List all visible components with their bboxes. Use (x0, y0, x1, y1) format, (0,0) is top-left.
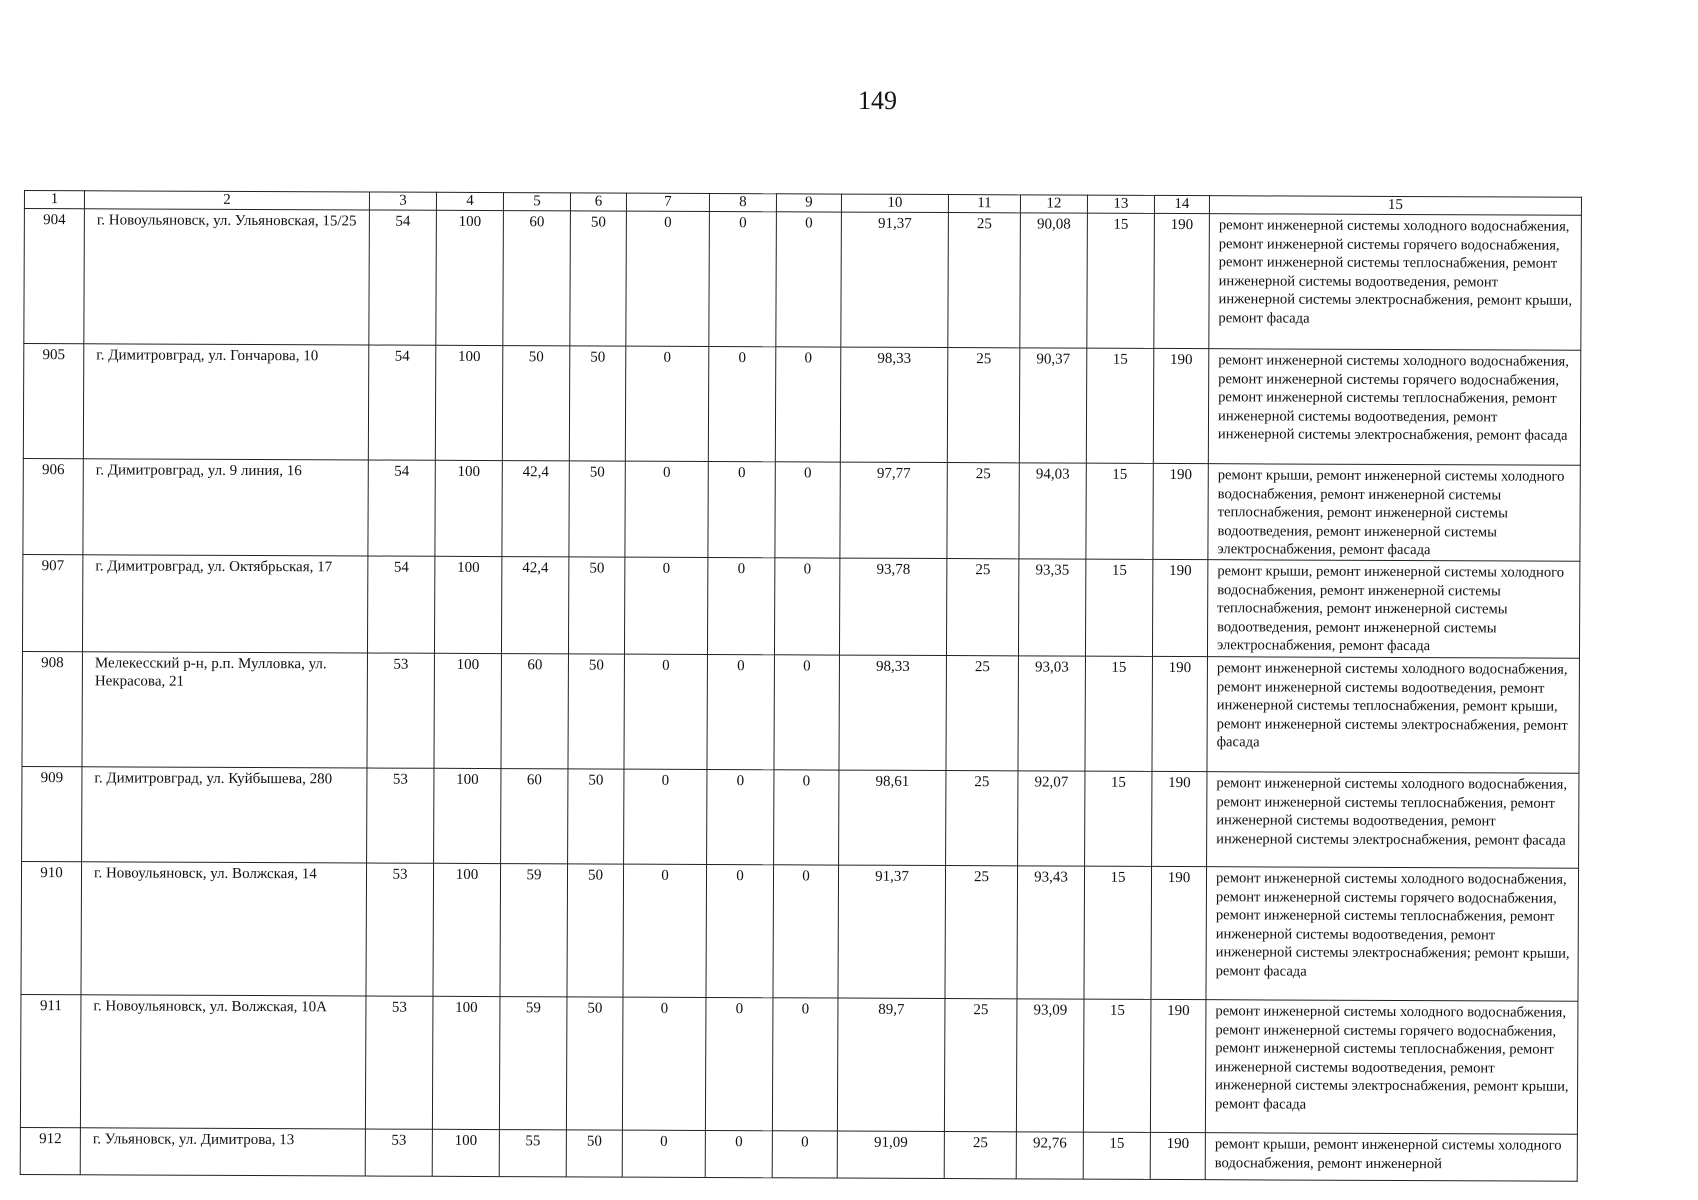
table-row (21, 861, 1579, 1001)
value-cell: 98,33 (839, 655, 947, 770)
value-cell: 15 (1083, 999, 1151, 1132)
address-cell: г. Новоульяновск, ул. Волжская, 14 (81, 862, 367, 996)
page-number: 149 (858, 86, 897, 115)
works-cell: ремонт инженерной системы холодного водоснабжения, ремонт инженерной системы горячего водоснабжения, ремонт инженерной системы теплоснабжения, ремонт инженерной системы водоотведения, ремонт инженерной системы электроснабжения, ремонт крыши, ремонт фасада (1205, 1000, 1578, 1135)
value-cell: 0 (623, 864, 707, 997)
column-header: 15 (1209, 196, 1581, 216)
value-cell: 97,77 (840, 462, 947, 558)
column-header: 1 (24, 191, 84, 209)
value-cell: 0 (622, 1130, 705, 1177)
value-cell: 42,4 (501, 557, 568, 654)
value-cell: 0 (626, 211, 710, 346)
value-cell: 89,7 (837, 998, 945, 1131)
value-cell: 53 (367, 653, 435, 768)
value-cell: 100 (436, 210, 504, 345)
value-cell: 0 (625, 346, 709, 461)
column-header: 12 (1020, 195, 1087, 213)
value-cell: 15 (1086, 348, 1154, 463)
value-cell: 25 (944, 1131, 1016, 1178)
value-cell: 100 (433, 863, 501, 996)
value-cell: 59 (499, 997, 567, 1130)
value-cell: 0 (707, 769, 774, 864)
works-cell: ремонт инженерной системы холодного водоснабжения, ремонт инженерной системы теплоснабжения, ремонт инженерной системы водоотведения, ремонт инженерной системы электроснабжения, ремонт фасада (1207, 772, 1579, 869)
value-cell: 15 (1086, 463, 1153, 559)
value-cell: 53 (365, 996, 433, 1129)
works-cell: ремонт крыши, ремонт инженерной системы холодного водоснабжения, ремонт инженерной системы теплоснабжения, ремонт инженерной системы водоотведения, ремонт инженерной системы электроснабжения, ремонт фасада (1207, 560, 1579, 659)
value-cell: 25 (947, 463, 1019, 559)
value-cell: 53 (367, 768, 434, 863)
row-number: 909 (22, 766, 82, 861)
table-row (22, 554, 1579, 658)
value-cell: 190 (1153, 463, 1208, 559)
value-cell: 0 (624, 654, 708, 769)
value-cell: 25 (947, 348, 1020, 463)
address-cell: г. Новоульяновск, ул. Ульяновская, 15/25 (84, 209, 370, 345)
value-cell: 0 (774, 770, 839, 865)
value-cell: 42,4 (502, 461, 569, 557)
value-cell: 0 (709, 211, 777, 346)
address-cell: г. Димитровград, ул. Гончарова, 10 (83, 344, 368, 460)
value-cell: 100 (434, 653, 502, 768)
value-cell: 60 (501, 654, 569, 769)
address-cell: г. Димитровград, ул. 9 линия, 16 (83, 459, 368, 556)
value-cell: 50 (566, 1130, 622, 1177)
value-cell: 0 (707, 654, 775, 769)
value-cell: 93,35 (1018, 559, 1085, 656)
works-cell: ремонт инженерной системы холодного водоснабжения, ремонт инженерной системы горячего водоснабжения, ремонт инженерной системы теплоснабжения, ремонт инженерной системы водоотведения, ремонт инженерной системы электроснабжения, ремонт крыши, ремонт фасада (1209, 214, 1582, 351)
table-row (24, 209, 1582, 351)
value-cell: 0 (624, 557, 707, 654)
value-cell: 60 (503, 211, 571, 346)
value-cell: 15 (1083, 1132, 1150, 1179)
value-cell: 54 (369, 210, 437, 345)
value-cell: 0 (705, 1130, 772, 1177)
value-cell: 15 (1084, 866, 1152, 999)
value-cell: 50 (568, 557, 624, 654)
value-cell: 190 (1150, 999, 1206, 1132)
value-cell: 190 (1153, 348, 1209, 463)
value-cell: 0 (774, 558, 839, 655)
value-cell: 92,07 (1018, 771, 1085, 866)
value-cell: 91,37 (838, 865, 946, 998)
value-cell: 0 (776, 212, 842, 347)
column-header: 11 (948, 195, 1020, 213)
value-cell: 100 (434, 556, 501, 653)
value-cell: 0 (706, 864, 774, 997)
value-cell: 190 (1154, 213, 1210, 348)
value-cell: 0 (705, 997, 773, 1130)
value-cell: 91,37 (841, 212, 949, 347)
value-cell: 50 (569, 346, 626, 461)
table-row (20, 1127, 1577, 1181)
value-cell: 0 (775, 462, 840, 558)
column-header: 8 (709, 193, 776, 211)
value-cell: 93,03 (1018, 656, 1086, 771)
value-cell: 0 (707, 557, 774, 654)
value-cell: 50 (570, 211, 627, 346)
column-header: 3 (369, 192, 436, 210)
value-cell: 100 (432, 996, 500, 1129)
row-number: 907 (22, 554, 82, 651)
value-cell: 15 (1085, 771, 1152, 866)
value-cell: 25 (948, 213, 1021, 348)
value-cell: 98,61 (839, 770, 946, 865)
value-cell: 93,09 (1016, 999, 1084, 1132)
value-cell: 92,76 (1016, 1132, 1083, 1179)
column-header: 4 (436, 192, 503, 210)
value-cell: 90,37 (1019, 348, 1087, 463)
repair-table-wrapper (20, 190, 1582, 1182)
column-header: 9 (776, 194, 841, 212)
row-number: 906 (23, 458, 83, 554)
works-cell: ремонт инженерной системы холодного водоснабжения, ремонт инженерной системы горячего водоснабжения, ремонт инженерной системы теплоснабжения, ремонт инженерной системы водоотведения, ремонт инженерной системы электроснабжения; ремонт крыши, ремонт фасада (1206, 867, 1579, 1002)
row-number: 910 (21, 861, 82, 994)
table-row (22, 766, 1579, 868)
works-cell: ремонт инженерной системы холодного водоснабжения, ремонт инженерной системы водоотведения, ремонт инженерной системы теплоснабжения, ремонт крыши, ремонт инженерной системы электроснабжения, ремонт фасада (1207, 657, 1579, 774)
column-header: 7 (626, 193, 709, 211)
column-header: 10 (841, 194, 948, 212)
value-cell: 53 (366, 863, 434, 996)
value-cell: 25 (944, 998, 1017, 1131)
column-header: 5 (503, 193, 570, 211)
address-cell: г. Димитровград, ул. Октябрьская, 17 (82, 555, 367, 653)
value-cell: 25 (946, 770, 1018, 865)
value-cell: 190 (1152, 559, 1207, 656)
value-cell: 55 (499, 1130, 566, 1177)
value-cell: 94,03 (1019, 463, 1086, 559)
value-cell: 100 (435, 345, 503, 460)
value-cell: 25 (946, 655, 1019, 770)
value-cell: 90,08 (1020, 213, 1088, 348)
value-cell: 25 (946, 558, 1018, 655)
value-cell: 91,09 (837, 1131, 944, 1178)
row-number: 904 (24, 209, 85, 344)
column-header: 6 (570, 193, 626, 211)
value-cell: 54 (367, 556, 434, 653)
value-cell: 93,43 (1017, 866, 1085, 999)
value-cell: 15 (1085, 656, 1153, 771)
value-cell: 50 (568, 654, 625, 769)
value-cell: 15 (1085, 559, 1152, 656)
value-cell: 0 (622, 997, 706, 1130)
works-cell: ремонт крыши, ремонт инженерной системы холодного водоснабжения, ремонт инженерной (1205, 1133, 1577, 1182)
address-cell: г. Димитровград, ул. Куйбышева, 280 (82, 767, 367, 863)
value-cell: 50 (569, 461, 625, 557)
value-cell: 0 (772, 1131, 837, 1178)
works-cell: ремонт крыши, ремонт инженерной системы холодного водоснабжения, ремонт инженерной системы теплоснабжения, ремонт инженерной системы водоотведения, ремонт инженерной системы электроснабжения, ремонт фасада (1208, 464, 1580, 562)
value-cell: 0 (708, 461, 775, 557)
value-cell: 0 (708, 346, 776, 461)
value-cell: 0 (773, 865, 839, 998)
value-cell: 0 (775, 347, 841, 462)
value-cell: 98,33 (840, 347, 948, 462)
value-cell: 25 (945, 865, 1018, 998)
row-number: 911 (20, 994, 81, 1127)
address-cell: Мелекесский р-н, р.п. Мулловка, ул. Некрасова, 21 (82, 652, 367, 768)
value-cell: 54 (368, 460, 435, 556)
address-cell: г. Новоульяновск, ул. Волжская, 10А (80, 995, 366, 1129)
table-row (20, 994, 1578, 1134)
value-cell: 53 (365, 1129, 432, 1176)
value-cell: 190 (1152, 771, 1207, 866)
works-cell: ремонт инженерной системы холодного водоснабжения, ремонт инженерной системы горячего водоснабжения, ремонт инженерной системы теплоснабжения, ремонт инженерной системы водоотведения, ремонт инженерной системы электроснабжения, ремонт фасада (1208, 349, 1580, 466)
row-number: 905 (23, 344, 84, 459)
value-cell: 93,78 (839, 558, 946, 655)
value-cell: 50 (567, 864, 624, 997)
value-cell: 50 (566, 997, 623, 1130)
value-cell: 0 (625, 461, 708, 557)
table-row (23, 458, 1580, 561)
value-cell: 190 (1150, 1132, 1205, 1179)
row-number: 912 (20, 1127, 80, 1174)
column-header: 14 (1154, 195, 1209, 213)
value-cell: 50 (568, 769, 624, 864)
table-row (22, 651, 1579, 773)
value-cell: 190 (1151, 866, 1207, 999)
column-header: 2 (84, 191, 369, 210)
value-cell: 0 (624, 769, 707, 864)
table-row (23, 344, 1580, 466)
row-number: 908 (22, 651, 83, 766)
value-cell: 100 (434, 768, 501, 863)
repair-table (20, 190, 1582, 1182)
value-cell: 54 (368, 345, 436, 460)
value-cell: 0 (772, 998, 838, 1131)
value-cell: 50 (502, 346, 570, 461)
value-cell: 15 (1087, 213, 1155, 348)
value-cell: 60 (501, 769, 568, 864)
value-cell: 0 (774, 655, 840, 770)
column-header: 13 (1087, 195, 1154, 213)
address-cell: г. Ульяновск, ул. Димитрова, 13 (80, 1128, 365, 1176)
value-cell: 100 (432, 1129, 499, 1176)
value-cell: 190 (1152, 656, 1208, 771)
value-cell: 100 (435, 460, 502, 556)
value-cell: 59 (500, 864, 568, 997)
